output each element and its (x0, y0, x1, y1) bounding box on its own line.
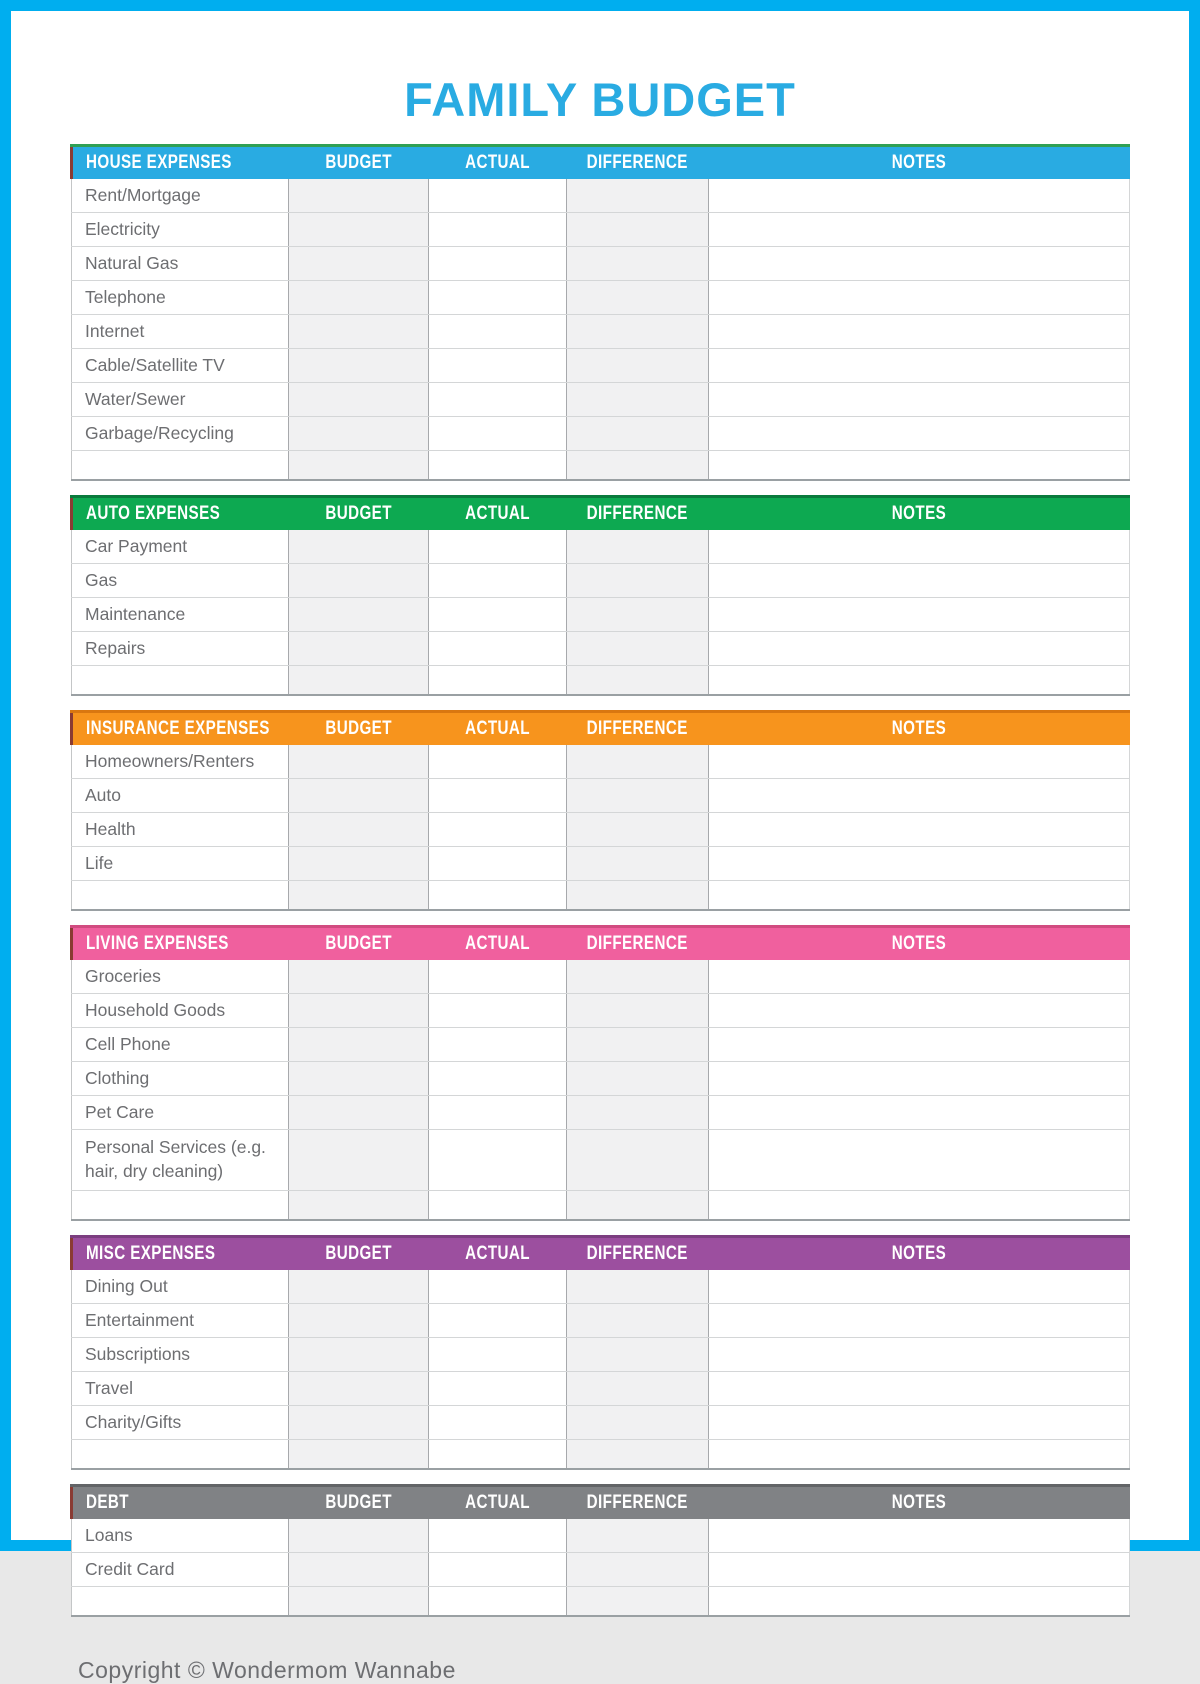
cell-notes (709, 349, 1130, 383)
row-label: Internet (72, 315, 289, 349)
table-row (72, 179, 1130, 213)
cell-notes (709, 1304, 1130, 1338)
budget-sections (70, 144, 1130, 1617)
column-header-budget: BUDGET (289, 712, 429, 746)
cell-actual (429, 813, 567, 847)
column-header-notes: NOTES (709, 1486, 1130, 1520)
section-title: MISC EXPENSES (72, 1237, 289, 1271)
page-title: FAMILY BUDGET (404, 73, 796, 126)
cell-notes (709, 1062, 1130, 1096)
cell-budget (289, 247, 429, 281)
row-label: Dining Out (72, 1270, 289, 1304)
table-row (72, 213, 1130, 247)
cell-budget (289, 417, 429, 451)
cell-actual (429, 315, 567, 349)
column-header-actual: ACTUAL (429, 927, 567, 961)
table-row (72, 417, 1130, 451)
cell-actual (429, 994, 567, 1028)
cell-difference (567, 813, 709, 847)
section-header-row (72, 1237, 1130, 1271)
cell-budget (289, 960, 429, 994)
cell-actual (429, 179, 567, 213)
cell-actual (429, 383, 567, 417)
section-insurance-expenses (70, 710, 1130, 911)
cell-notes (709, 779, 1130, 813)
table-row (72, 1338, 1130, 1372)
column-header-actual: ACTUAL (429, 146, 567, 180)
row-label: Cell Phone (72, 1028, 289, 1062)
cell-actual (429, 1553, 567, 1587)
cell-notes (709, 213, 1130, 247)
row-label: Car Payment (72, 530, 289, 564)
cell-notes (709, 1028, 1130, 1062)
cell-budget (289, 530, 429, 564)
cell-notes (709, 598, 1130, 632)
cell-actual (429, 417, 567, 451)
section-title: HOUSE EXPENSES (72, 146, 289, 180)
section-living-expenses (70, 925, 1130, 1221)
column-header-difference: DIFFERENCE (567, 712, 709, 746)
cell-difference (567, 1553, 709, 1587)
row-label: Water/Sewer (72, 383, 289, 417)
section-header-row (72, 927, 1130, 961)
table-row (72, 813, 1130, 847)
row-label: Gas (72, 564, 289, 598)
table-row (72, 598, 1130, 632)
cell-notes (709, 315, 1130, 349)
table-row (72, 745, 1130, 779)
row-label: Life (72, 847, 289, 881)
section-auto-expenses (70, 495, 1130, 696)
cell-notes (709, 1096, 1130, 1130)
row-label: Homeowners/Renters (72, 745, 289, 779)
cell-budget (289, 451, 429, 481)
empty-row (72, 666, 1130, 696)
cell-actual (429, 779, 567, 813)
cell-budget (289, 1028, 429, 1062)
row-label (72, 881, 289, 911)
column-header-budget: BUDGET (289, 146, 429, 180)
cell-difference (567, 1096, 709, 1130)
cell-actual (429, 1338, 567, 1372)
cell-notes (709, 247, 1130, 281)
cell-actual (429, 213, 567, 247)
cell-difference (567, 1440, 709, 1470)
cell-actual (429, 1587, 567, 1617)
empty-row (72, 881, 1130, 911)
cell-actual (429, 1096, 567, 1130)
row-label: Telephone (72, 281, 289, 315)
table-row (72, 1406, 1130, 1440)
copyright-note: Copyright © Wondermom Wannabe (78, 1657, 456, 1683)
cell-actual (429, 666, 567, 696)
row-label: Subscriptions (72, 1338, 289, 1372)
column-header-difference: DIFFERENCE (567, 1486, 709, 1520)
table-row (72, 383, 1130, 417)
column-header-difference: DIFFERENCE (567, 1237, 709, 1271)
table-row (72, 779, 1130, 813)
table-row (72, 281, 1130, 315)
cell-difference (567, 994, 709, 1028)
cell-budget (289, 847, 429, 881)
cell-actual (429, 1191, 567, 1221)
row-label: Cable/Satellite TV (72, 349, 289, 383)
cell-actual (429, 881, 567, 911)
cell-difference (567, 1304, 709, 1338)
cell-difference (567, 847, 709, 881)
row-label (72, 1440, 289, 1470)
table-row (72, 1028, 1130, 1062)
cell-difference (567, 779, 709, 813)
cell-budget (289, 315, 429, 349)
empty-row (72, 1191, 1130, 1221)
cell-notes (709, 994, 1130, 1028)
cell-budget (289, 1406, 429, 1440)
cell-difference (567, 451, 709, 481)
column-header-difference: DIFFERENCE (567, 146, 709, 180)
column-header-notes: NOTES (709, 146, 1130, 180)
cell-notes (709, 881, 1130, 911)
table-row (72, 564, 1130, 598)
row-label: Electricity (72, 213, 289, 247)
table-row (72, 1062, 1130, 1096)
table-row (72, 1553, 1130, 1587)
section-header-row (72, 1486, 1130, 1520)
row-label: Pet Care (72, 1096, 289, 1130)
cell-budget (289, 598, 429, 632)
cell-notes (709, 1372, 1130, 1406)
section-header-row (72, 497, 1130, 531)
cell-actual (429, 598, 567, 632)
column-header-notes: NOTES (709, 712, 1130, 746)
row-label: Auto (72, 779, 289, 813)
cell-notes (709, 530, 1130, 564)
cell-budget (289, 745, 429, 779)
column-header-actual: ACTUAL (429, 712, 567, 746)
cell-budget (289, 383, 429, 417)
cell-difference (567, 1519, 709, 1553)
cell-budget (289, 1553, 429, 1587)
column-header-difference: DIFFERENCE (567, 497, 709, 531)
section-misc-expenses (70, 1235, 1130, 1470)
cell-notes (709, 1587, 1130, 1617)
cell-budget (289, 779, 429, 813)
cell-actual (429, 1406, 567, 1440)
cell-notes (709, 666, 1130, 696)
cell-budget (289, 564, 429, 598)
cell-notes (709, 1191, 1130, 1221)
cell-difference (567, 632, 709, 666)
cell-difference (567, 1372, 709, 1406)
cell-actual (429, 1519, 567, 1553)
cell-difference (567, 315, 709, 349)
cell-difference (567, 1270, 709, 1304)
cell-notes (709, 1519, 1130, 1553)
cell-difference (567, 247, 709, 281)
column-header-budget: BUDGET (289, 927, 429, 961)
table-row (72, 847, 1130, 881)
column-header-budget: BUDGET (289, 1486, 429, 1520)
cell-actual (429, 247, 567, 281)
table-row (72, 315, 1130, 349)
row-label: Natural Gas (72, 247, 289, 281)
cell-difference (567, 213, 709, 247)
cell-budget (289, 881, 429, 911)
cell-difference (567, 564, 709, 598)
cell-budget (289, 1096, 429, 1130)
column-header-actual: ACTUAL (429, 497, 567, 531)
row-label: Rent/Mortgage (72, 179, 289, 213)
cell-budget (289, 349, 429, 383)
cell-notes (709, 1440, 1130, 1470)
cell-notes (709, 847, 1130, 881)
row-label (72, 1587, 289, 1617)
cell-budget (289, 813, 429, 847)
cell-notes (709, 1553, 1130, 1587)
cell-actual (429, 530, 567, 564)
table-row (72, 1519, 1130, 1553)
cell-actual (429, 632, 567, 666)
table-row (72, 1270, 1130, 1304)
cell-budget (289, 281, 429, 315)
table-row (72, 1304, 1130, 1338)
table-row (72, 632, 1130, 666)
cell-budget (289, 1372, 429, 1406)
column-header-budget: BUDGET (289, 1237, 429, 1271)
table-row (72, 994, 1130, 1028)
column-header-notes: NOTES (709, 1237, 1130, 1271)
cell-actual (429, 1062, 567, 1096)
cell-notes (709, 960, 1130, 994)
row-label (72, 451, 289, 481)
cell-actual (429, 1028, 567, 1062)
cell-notes (709, 179, 1130, 213)
column-header-notes: NOTES (709, 927, 1130, 961)
cell-actual (429, 1304, 567, 1338)
row-label: Maintenance (72, 598, 289, 632)
cell-budget (289, 1304, 429, 1338)
section-house-expenses (70, 144, 1130, 481)
cell-actual (429, 745, 567, 779)
table-row (72, 1130, 1130, 1191)
section-title: INSURANCE EXPENSES (72, 712, 289, 746)
page-content (11, 72, 1189, 1684)
section-title: DEBT (72, 1486, 289, 1520)
cell-actual (429, 1130, 567, 1191)
cell-actual (429, 1372, 567, 1406)
section-debt (70, 1484, 1130, 1617)
row-label: Garbage/Recycling (72, 417, 289, 451)
row-label: Personal Services (e.g. hair, dry cleaning) (72, 1130, 289, 1191)
cell-difference (567, 281, 709, 315)
cell-difference (567, 960, 709, 994)
section-header-row (72, 712, 1130, 746)
cell-budget (289, 1338, 429, 1372)
row-label: Household Goods (72, 994, 289, 1028)
cell-actual (429, 1270, 567, 1304)
cell-difference (567, 349, 709, 383)
cell-notes (709, 383, 1130, 417)
cell-notes (709, 417, 1130, 451)
cell-notes (709, 1130, 1130, 1191)
column-header-notes: NOTES (709, 497, 1130, 531)
row-label: Credit Card (72, 1553, 289, 1587)
cell-budget (289, 1130, 429, 1191)
row-label (72, 666, 289, 696)
cell-actual (429, 847, 567, 881)
cell-budget (289, 213, 429, 247)
cell-difference (567, 1587, 709, 1617)
cell-actual (429, 564, 567, 598)
cell-difference (567, 179, 709, 213)
cell-difference (567, 530, 709, 564)
cell-difference (567, 1028, 709, 1062)
empty-row (72, 451, 1130, 481)
cell-difference (567, 881, 709, 911)
row-label: Loans (72, 1519, 289, 1553)
table-row (72, 530, 1130, 564)
cell-budget (289, 1440, 429, 1470)
column-header-budget: BUDGET (289, 497, 429, 531)
cell-difference (567, 417, 709, 451)
cell-actual (429, 960, 567, 994)
row-label: Clothing (72, 1062, 289, 1096)
cell-budget (289, 1191, 429, 1221)
cell-difference (567, 1406, 709, 1440)
column-header-actual: ACTUAL (429, 1237, 567, 1271)
cell-difference (567, 1191, 709, 1221)
section-header-row (72, 146, 1130, 180)
column-header-actual: ACTUAL (429, 1486, 567, 1520)
table-row (72, 1096, 1130, 1130)
cell-difference (567, 1338, 709, 1372)
cell-notes (709, 1270, 1130, 1304)
cell-budget (289, 1587, 429, 1617)
cell-actual (429, 451, 567, 481)
section-title: AUTO EXPENSES (72, 497, 289, 531)
cell-actual (429, 281, 567, 315)
cell-notes (709, 451, 1130, 481)
table-row (72, 960, 1130, 994)
cell-notes (709, 281, 1130, 315)
row-label: Repairs (72, 632, 289, 666)
cell-notes (709, 564, 1130, 598)
cell-difference (567, 666, 709, 696)
cell-difference (567, 1130, 709, 1191)
cell-notes (709, 632, 1130, 666)
empty-row (72, 1440, 1130, 1470)
cell-budget (289, 632, 429, 666)
cell-notes (709, 745, 1130, 779)
section-title: LIVING EXPENSES (72, 927, 289, 961)
cell-budget (289, 1062, 429, 1096)
cell-actual (429, 1440, 567, 1470)
cell-actual (429, 349, 567, 383)
row-label: Charity/Gifts (72, 1406, 289, 1440)
cell-difference (567, 745, 709, 779)
cell-difference (567, 598, 709, 632)
row-label: Travel (72, 1372, 289, 1406)
row-label: Health (72, 813, 289, 847)
cell-difference (567, 383, 709, 417)
cell-budget (289, 666, 429, 696)
cell-budget (289, 1519, 429, 1553)
cell-budget (289, 179, 429, 213)
table-row (72, 349, 1130, 383)
row-label: Groceries (72, 960, 289, 994)
column-header-difference: DIFFERENCE (567, 927, 709, 961)
row-label: Entertainment (72, 1304, 289, 1338)
cell-budget (289, 1270, 429, 1304)
cell-budget (289, 994, 429, 1028)
cell-notes (709, 1338, 1130, 1372)
cell-difference (567, 1062, 709, 1096)
cell-notes (709, 813, 1130, 847)
cell-notes (709, 1406, 1130, 1440)
table-row (72, 1372, 1130, 1406)
row-label (72, 1191, 289, 1221)
empty-row (72, 1587, 1130, 1617)
table-row (72, 247, 1130, 281)
